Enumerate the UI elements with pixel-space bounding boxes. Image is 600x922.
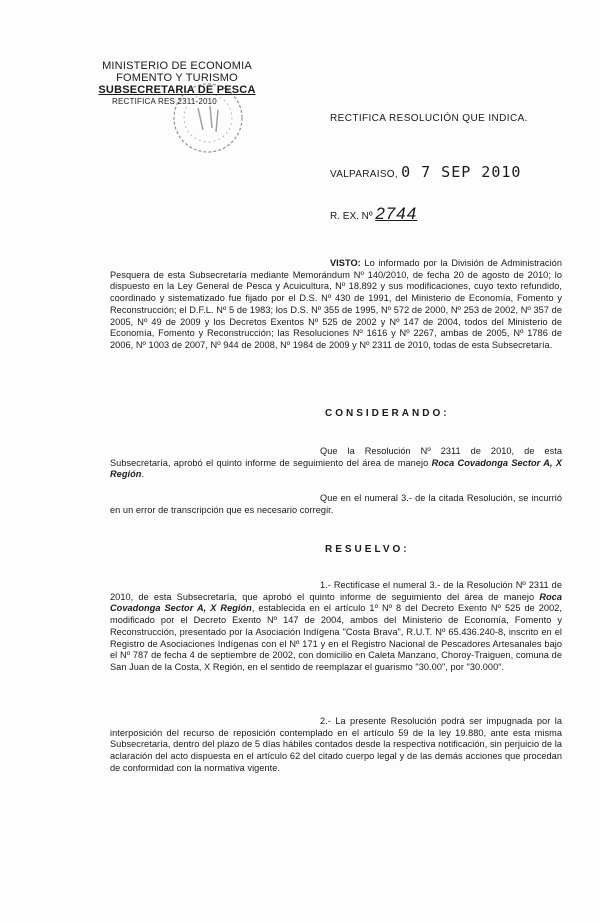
resolution-number-label: R. EX. Nº xyxy=(330,211,373,222)
considerando-1-text-c: . xyxy=(141,469,145,480)
considerando-paragraph-1 xyxy=(110,446,562,481)
resuelvo-paragraph-2 xyxy=(110,716,562,775)
place-name: VALPARAISO, xyxy=(330,169,398,180)
visto-text: Lo informado por la División de Administración Pesquera de esta Subsecretaría mediante Memorándum Nº 140/2010, de fecha 20 de agosto de 2010; lo dispuesto en la Ley General de Pesca y Acuicultura, Nº 18.892 y sus modificaciones, cuyo texto refundido, coordinado y sistematizado fue fijado por el D.S. Nº 430 de 1991, del Ministerio de Economía, Fomento y Reconstrucción; el D.F.L. Nº 5 de 1983; los D.S. Nº 355 de 1995, Nº 572 de 2000, Nº 253 de 2002, Nº 357 de 2005, Nº 49 de 2009 y los Decretos Exentos Nº 525 de 2002 y Nº 147 de 2004, todos del Ministerio de Economía, Fomento y Reconstrucción; las Resoluciones Nº 1616 y Nº 2267, ambas de 2005, Nº 1786 de 2006, Nº 1003 de 2007, Nº 944 de 2008, Nº 1984 de 2009 y Nº 2311 de 2010, todas de esta Subsecretaría. xyxy=(110,258,562,350)
considerando-heading: CONSIDERANDO: xyxy=(325,408,450,419)
visto-paragraph xyxy=(110,258,562,352)
date-stamp: 0 7 SEP 2010 xyxy=(401,163,522,181)
ministry-name-line2: FOMENTO Y TURISMO xyxy=(116,72,238,84)
area-name-resuelvo: Roca Covadonga Sector A, X Región xyxy=(110,591,562,614)
visto-label: VISTO: xyxy=(330,258,361,268)
official-seal-stamp xyxy=(168,78,248,158)
undersecretariat-name: SUBSECRETARIA DE PESCA xyxy=(98,84,256,96)
ministry-name: MINISTERIO DE ECONOMIA xyxy=(102,60,252,72)
area-name: Roca Covadonga Sector A, X Región xyxy=(110,457,562,480)
considerando-2-text: Que en el numeral 3.- de la citada Resolución, se incurrió en un error de transcripción que es necesario corregir. xyxy=(110,493,562,515)
resolution-number: 2744 xyxy=(375,204,418,223)
resuelvo-1-text-c: , establecida en el artículo 1º Nº 8 del Decreto Exento Nº 525 de 2002, modificado por el Decreto Exento Nº 147 de 2004, ambos del Ministerio de Economía, Fomento y Reconstrucción, presentado por la Asociación Indígena "Costa Brava", R.U.T. Nº 65.436.240-8, inscrito en el Registro de Asociaciones Indígenas con el Nº 171 y en el Registro Nacional de Pescadores Artesanales bajo el Nº 787 de fecha 4 de septiembre de 2002, con domicilio en Caleta Manzano, Choroy-Traiguen, comuna de San Juan de la Costa, X Región, en el sentido de reemplazar el guarismo "30.00", por "30.000". xyxy=(110,603,562,672)
resuelvo-paragraph-1 xyxy=(110,580,562,674)
place-date-line xyxy=(330,163,521,181)
resuelvo-heading: RESUELVO: xyxy=(325,544,410,555)
document-subject: RECTIFICA RESOLUCIÓN QUE INDICA. xyxy=(330,113,528,124)
considerando-1-text-a: Que la Resolución Nº 2311 de 2010, de esta Subsecretaría, aprobó el quinto informe de seguimiento del área de manejo xyxy=(110,446,562,468)
considerando-paragraph-2 xyxy=(110,493,562,516)
resuelvo-1-text-a: 1.- Rectifícase el numeral 3.- de la Resolución Nº 2311 de 2010, de esta Subsecretaría, que aprobó el quinto informe de seguimiento del área de manejo xyxy=(110,580,562,602)
resolution-number-line xyxy=(330,204,417,224)
reference-code: RECTIFICA RES 2311-2010 xyxy=(112,97,217,106)
resuelvo-2-text: 2.- La presente Resolución podrá ser impugnada por la interposición del recurso de reposición contemplado en el artículo 59 de la ley 19.880, ante esta misma Subsecretaría, dentro del plazo de 5 días hábiles contados desde la respectiva notificación, sin perjuicio de la aclaración del acto dispuesta en el artículo 62 del citado cuerpo legal y de las demás acciones que procedan de conformidad con la normativa vigente. xyxy=(110,716,562,773)
